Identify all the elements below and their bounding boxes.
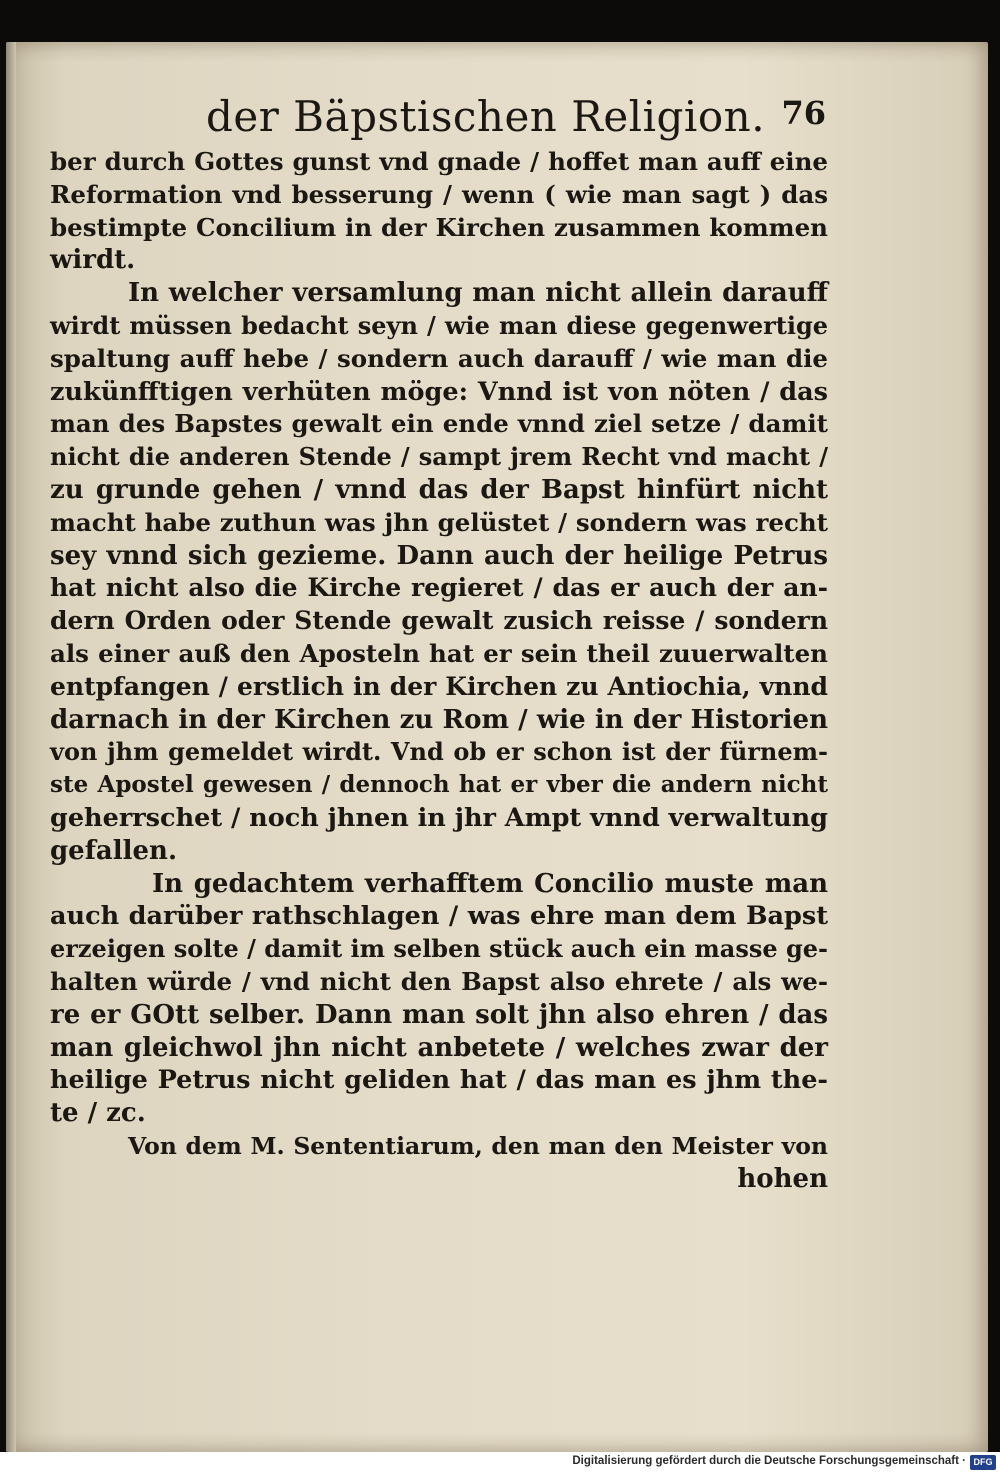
dfg-logo-icon: DFG xyxy=(970,1455,996,1470)
text-line: heilige Petrus nicht geliden hat / das man es jhm the- xyxy=(50,1065,828,1096)
text-line: darnach in der Kirchen zu Rom / wie in der Historien xyxy=(50,704,828,735)
text-line: ste Apostel gewesen / dennoch hat er vber die andern nicht xyxy=(50,771,828,799)
text-line: macht habe zuthun was jhn gelüstet / sondern was recht xyxy=(50,507,828,537)
text-line: auch darüber rathschlagen / was ehre man dem Bapst xyxy=(50,901,828,932)
book-page xyxy=(6,42,988,1452)
text-line: spaltung auff hebe / sondern auch darauff / wie man die xyxy=(50,343,828,373)
text-line: re er GOtt selber. Dann man solt jhn also ehren / das xyxy=(50,999,828,1030)
text-line: In welcher versamlung man nicht allein darauff xyxy=(128,278,828,309)
running-title: der Bäpstischen Religion. xyxy=(206,92,766,141)
text-line: nicht die anderen Stende / sampt jrem Recht vnd macht / xyxy=(50,442,828,472)
text-line: te / zc. xyxy=(50,1098,146,1129)
text-line: wirdt müssen bedacht seyn / wie man diese gegenwertige xyxy=(50,310,828,340)
text-line: man gleichwol jhn nicht anbetete / welches zwar der xyxy=(50,1032,828,1063)
digitization-footer xyxy=(0,1452,1000,1474)
text-line: sey vnnd sich gezieme. Dann auch der heilige Petrus xyxy=(50,540,828,571)
page-number: 76 xyxy=(781,94,826,132)
text-line: Von dem M. Sententiarum, den man den Meister von xyxy=(128,1131,828,1160)
text-line: zukünfftigen verhüten möge: Vnnd ist von nöten / das xyxy=(50,376,828,407)
text-line: dern Orden oder Stende gewalt zusich reisse / sondern xyxy=(50,606,828,636)
page-header xyxy=(206,92,826,142)
text-line: bestimpte Concilium in der Kirchen zusammen kommen xyxy=(50,212,828,242)
text-line: hat nicht also die Kirche regieret / das er auch der an- xyxy=(50,573,828,603)
text-line: zu grunde gehen / vnnd das der Bapst hinfürt nicht xyxy=(50,474,828,505)
page-content xyxy=(6,42,988,1452)
text-line: In gedachtem verhafftem Concilio muste man xyxy=(152,868,828,899)
text-line: ber durch Gottes gunst vnd gnade / hoffet man auff eine xyxy=(50,147,828,176)
text-line: wirdt. xyxy=(50,245,136,276)
catchword: hohen xyxy=(737,1163,828,1194)
text-line: gefallen. xyxy=(50,835,178,866)
text-line: geherrschet / noch jhnen in jhr Ampt vnnd verwaltung xyxy=(50,802,828,833)
body-text xyxy=(50,146,828,1196)
text-line: erzeigen solte / damit im selben stück auch ein masse ge- xyxy=(50,934,829,964)
text-line: entpfangen / erstlich in der Kirchen zu Antiochia, vnnd xyxy=(50,671,828,701)
text-line: halten würde / vnd nicht den Bapst also ehrete / als we- xyxy=(50,966,828,996)
text-line: von jhm gemeldet wirdt. Vnd ob er schon ist der fürnem- xyxy=(50,737,828,767)
text-line: als einer auß den Aposteln hat er sein theil zuuerwalten xyxy=(50,638,828,668)
funding-credit: Digitalisierung gefördert durch die Deutsche Forschungsgemeinschaft · xyxy=(572,1455,966,1467)
text-line: Reformation vnd besserung / wenn ( wie man sagt ) das xyxy=(50,179,828,209)
text-line: man des Bapstes gewalt ein ende vnnd ziel setze / damit xyxy=(50,409,828,439)
